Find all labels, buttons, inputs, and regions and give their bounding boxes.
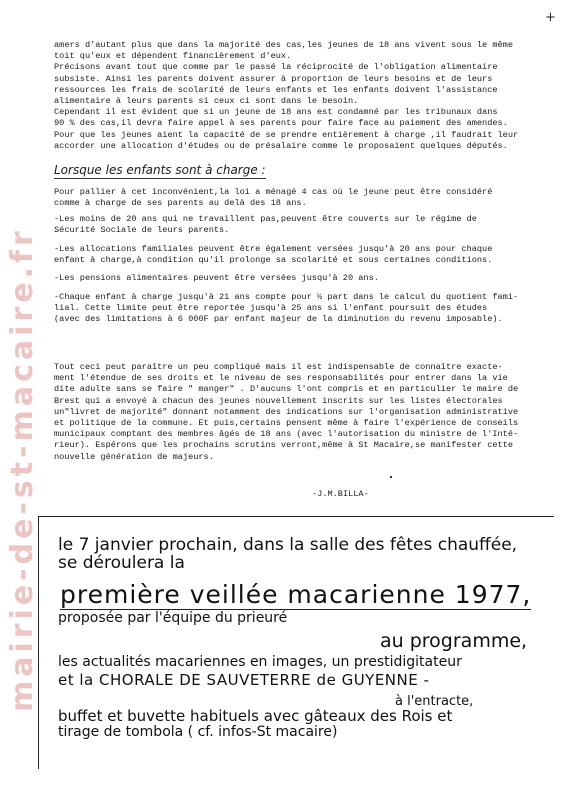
text-line: Précisons avant tout que comme par le passé la réciprocité de l'obligation alimentaire	[54, 62, 498, 73]
text-line: accorder une allocation d'études ou de présalaire comme le proposaient quelques députés.	[54, 140, 508, 151]
section-heading: Lorsque les enfants sont à charge :	[54, 163, 266, 177]
page-number: +	[545, 10, 556, 25]
text-line: municipaux comptant des membres âgés de 18 ans (avec l'autorisation du ministre de l'Inté-	[54, 429, 519, 440]
text-line: amers d'autant plus que dans la majorité des cas,les jeunes de 18 ans vivent sous le même	[54, 40, 513, 50]
notice-title	[60, 580, 531, 609]
text-line: Pour pallier à cet inconvénient,la loi a ménagé 4 cas où le jeune peut être considéré	[54, 187, 493, 197]
paragraph-1	[54, 40, 518, 152]
text-line: Cependant il est évident que si un jeune de 18 ans est condamné par les tribunaux dans	[54, 107, 498, 118]
text-line: un"livret de majorité" donnant notamment des indications sur l'organisation administrative	[54, 406, 519, 417]
ink-dot	[390, 476, 392, 478]
text-line: enfant à charge,à condition qu'il prolonge sa scolarité et sous certaines conditions.	[54, 255, 493, 266]
text-line: nouvelle génération de majeurs.	[54, 451, 214, 462]
notice-line: se déroulera la	[58, 553, 185, 573]
text-line: Sécurité Sociale de leurs parents.	[54, 225, 230, 236]
text-line: -Les allocations familiales peuvent être également versées jusqu'à 20 ans pour chaque	[54, 244, 493, 254]
text-line: subsiste. Ainsi les parents doivent assurer à proportion de leurs besoins et de leurs	[54, 73, 493, 84]
notice-line: les actualités macariennes en images, un prestidigitateur	[58, 654, 462, 670]
text-line: -Les moins de 20 ans qui ne travaillent pas,peuvent être couverts sur le régime de	[54, 214, 477, 224]
notice-line: buffet et buvette habituels avec gâteaux des Rois et	[58, 707, 453, 725]
notice-line: au programme,	[380, 630, 528, 652]
list-item	[54, 292, 518, 326]
list-item	[54, 244, 492, 266]
text-line: -Chaque enfant à charge jusqu'à 21 ans compte pour ½ part dans le calcul du quotient fami-	[54, 292, 519, 302]
text-line: lial. Cette limite peut être reportée jusqu'à 25 ans si l'enfant poursuit des études	[54, 303, 488, 314]
notice-line: proposée par l'équipe du prieuré	[58, 610, 288, 626]
text-line: -Les pensions alimentaires peuvent être versées jusqu'à 20 ans.	[54, 273, 379, 283]
list-item	[54, 273, 379, 284]
text-line: Pour que les jeunes aient la capacité de se prendre entièrement à charge ,il faudrait leur	[54, 129, 519, 140]
text-line: ment l'étendue de ses droits et le niveau de ses responsabilités pour entrer dans la vie	[54, 373, 508, 384]
text-line: Tout ceci peut paraître un peu compliqué mais il est indispensable de connaître exacte-	[54, 362, 503, 372]
signature: -J.M.BILLA-	[312, 489, 369, 499]
notice-line: le 7 janvier prochain, dans la salle des fêtes chauffée,	[58, 535, 518, 555]
text-line: dite adulte sans se faire " manger" . D'aucuns l'ont compris et en particulier le maire de	[54, 384, 519, 395]
notice-line: à l'entracte,	[395, 694, 474, 709]
list-item	[54, 214, 477, 236]
paragraph-2	[54, 362, 518, 463]
watermark: mairie-de-st-macaire.fr	[5, 227, 40, 713]
text-line: Brest qui a envoyé à chacun des jeunes nouvellement inscrits sur les listes électorales	[54, 395, 503, 406]
text-line: comme à charge de ses parents au delà des 18 ans.	[54, 198, 307, 209]
text-line: ressources les frais de scolarité de leurs enfants et les enfants doivent l'assistance	[54, 84, 498, 95]
notice-line: et la CHORALE DE SAUVETERRE de GUYENNE -	[58, 671, 430, 689]
text-line: alimentaire à leurs parents si ceux ci sont dans le besoin.	[54, 96, 359, 107]
text-line: 90 % des cas,il devra faire appel à ses parents pour faire face au paiement des amendes.	[54, 118, 508, 129]
text-line: toit qu'eux et dépendent financièrement d'eux.	[54, 51, 292, 62]
intro-paragraph	[54, 187, 492, 209]
text-line: rieur). Espérons que les prochains scrutins verront,même à St Macaire,se manifester cette	[54, 440, 513, 451]
text-line: (avec des limitations à 6 000F par enfant majeur de la diminution du revenu imposable).	[54, 314, 503, 325]
notice-title-text: première veillée macarienne 1977,	[60, 580, 532, 609]
text-line: et politique de la commune. Et puis,certains pensent même à faire l'expérience de conseils	[54, 418, 519, 429]
notice-line: tirage de tombola ( cf. infos-St macaire)	[58, 724, 338, 740]
